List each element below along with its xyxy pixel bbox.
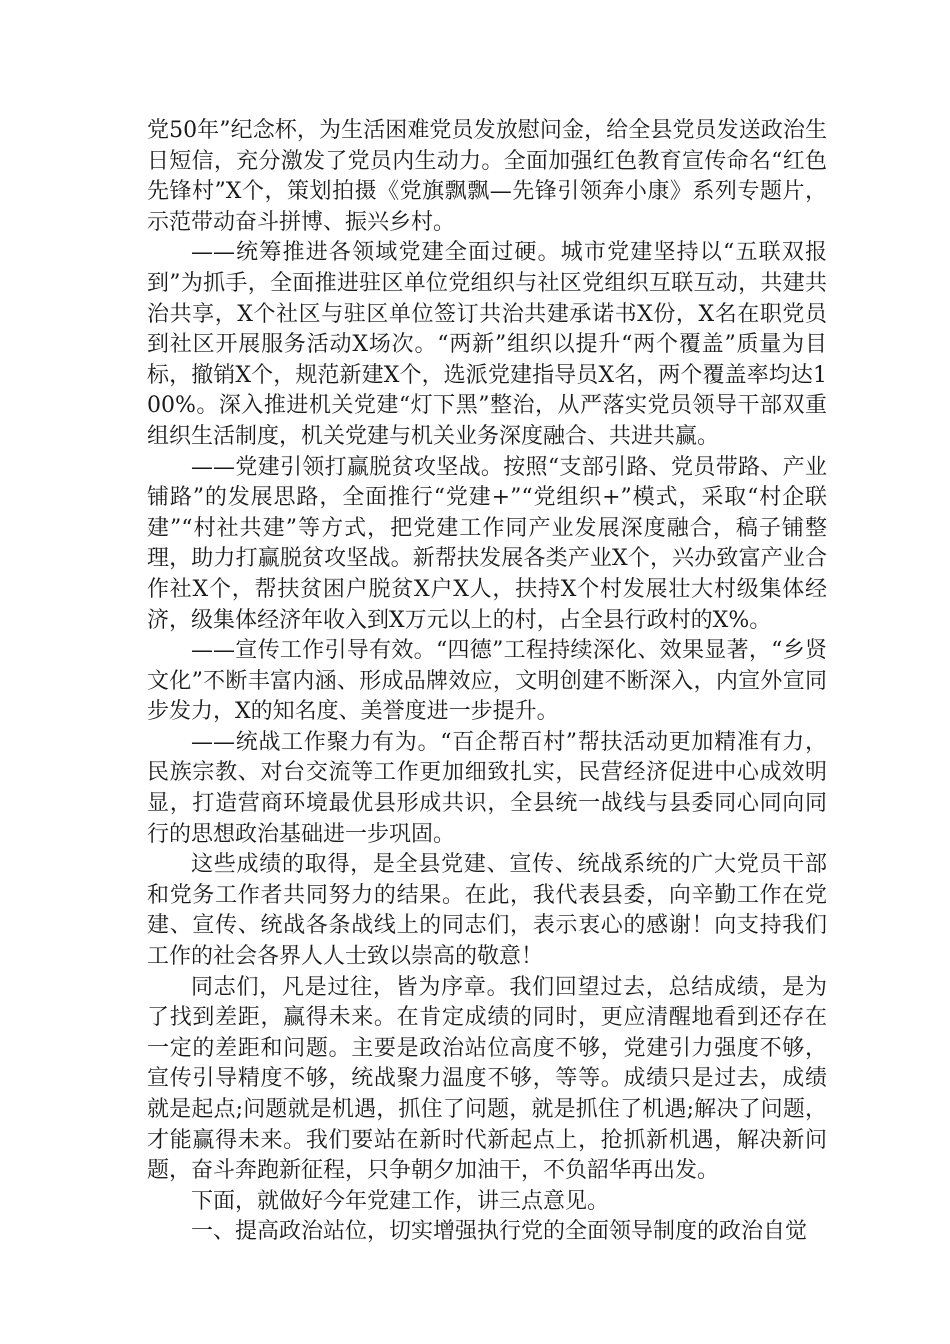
- paragraph-united-front-work: ——统战工作聚力有为。“百企帮百村”帮扶活动更加精准有力，民族宗教、对台交流等工作更加细致扎实，民营经济促进中心成效明显，打造营商环境最优县形成共识，全县统一战线与县委同心同向同行的思想政治基础进一步巩固。: [147, 729, 827, 847]
- paragraph-party-building-coordination: ——统筹推进各领域党建全面过硬。城市党建坚持以“五联双报到”为抓手，全面推进驻区单位党组织与社区党组织互联互动，共建共治共享，X个社区与驻区单位签订共治共建承诺书X份，X名在职党员到社区开展服务活动X场次。“两新”组织以提升“两个覆盖”质量为目标，撤销X个，规范新建X个，选派党建指导员X名，两个覆盖率均达100%。深入推进机关党建“灯下黑”整治，从严落实党员领导干部双重组织生活制度，机关党建与机关业务深度融合、共进共赢。: [147, 240, 827, 449]
- document-page: [147, 116, 827, 1248]
- paragraph-acknowledgement: 这些成绩的取得，是全县党建、宣传、统战系统的广大党员干部和党务工作者共同努力的结果。在此，我代表县委，向辛勤工作在党建、宣传、统战各条战线上的同志们，表示衷心的感谢！向支持我们工作的社会各界人人士致以崇高的敬意！: [147, 852, 827, 970]
- paragraph-continuation: 党50年”纪念杯，为生活困难党员发放慰问金，给全县党员发送政治生日短信，充分激发了党员内生动力。全面加强红色教育宣传命名“红色先锋村”X个，策划拍摄《党旗飘飘—先锋引领奔小康》系列专题片，示范带动奋斗拼博、振兴乡村。: [147, 118, 827, 235]
- paragraph-three-points-intro: 下面，就做好今年党建工作，讲三点意见。: [191, 1188, 610, 1214]
- paragraph-problems-and-gaps: 同志们，凡是过往，皆为序章。我们回望过去，总结成绩，是为了找到差距，赢得未来。在肯定成绩的同时，更应清醒地看到还存在一定的差距和问题。主要是政治站位高度不够，党建引力强度不够，宣传引导精度不够，统战聚力温度不够，等等。成绩只是过去，成绩就是起点;问题就是机遇，抓住了问题，就是抓住了机遇;解决了问题，才能赢得未来。我们要站在新时代新起点上，抢抓新机遇，解决新问题，奋斗奔跑新征程，只争朝夕加油干，不负韶华再出发。: [147, 974, 827, 1184]
- paragraph-publicity-work: ——宣传工作引导有效。“四德”工程持续深化、效果显著，“乡贤文化”不断丰富内涵、形成品牌效应，文明创建不断深入，内宣外宣同步发力，X的知名度、美誉度进一步提升。: [147, 638, 827, 725]
- paragraph-poverty-alleviation: ——党建引领打赢脱贫攻坚战。按照“支部引路、党员带路、产业铺路”的发展思路，全面推行“党建+”“党组织+”模式，采取“村企联建”“村社共建”等方式，把党建工作同产业发展深度融合，稿子铺整理，助力打赢脱贫攻坚战。新帮扶发展各类产业X个，兴办致富产业合作社X个，帮扶贫困户脱贫X户X人，扶持X个村发展壮大村级集体经济，级集体经济年收入到X万元以上的村，占全县行政村的X%。: [147, 454, 827, 633]
- section-heading-one: 一、提高政治站位，切实增强执行党的全面领导制度的政治自觉: [191, 1219, 808, 1245]
